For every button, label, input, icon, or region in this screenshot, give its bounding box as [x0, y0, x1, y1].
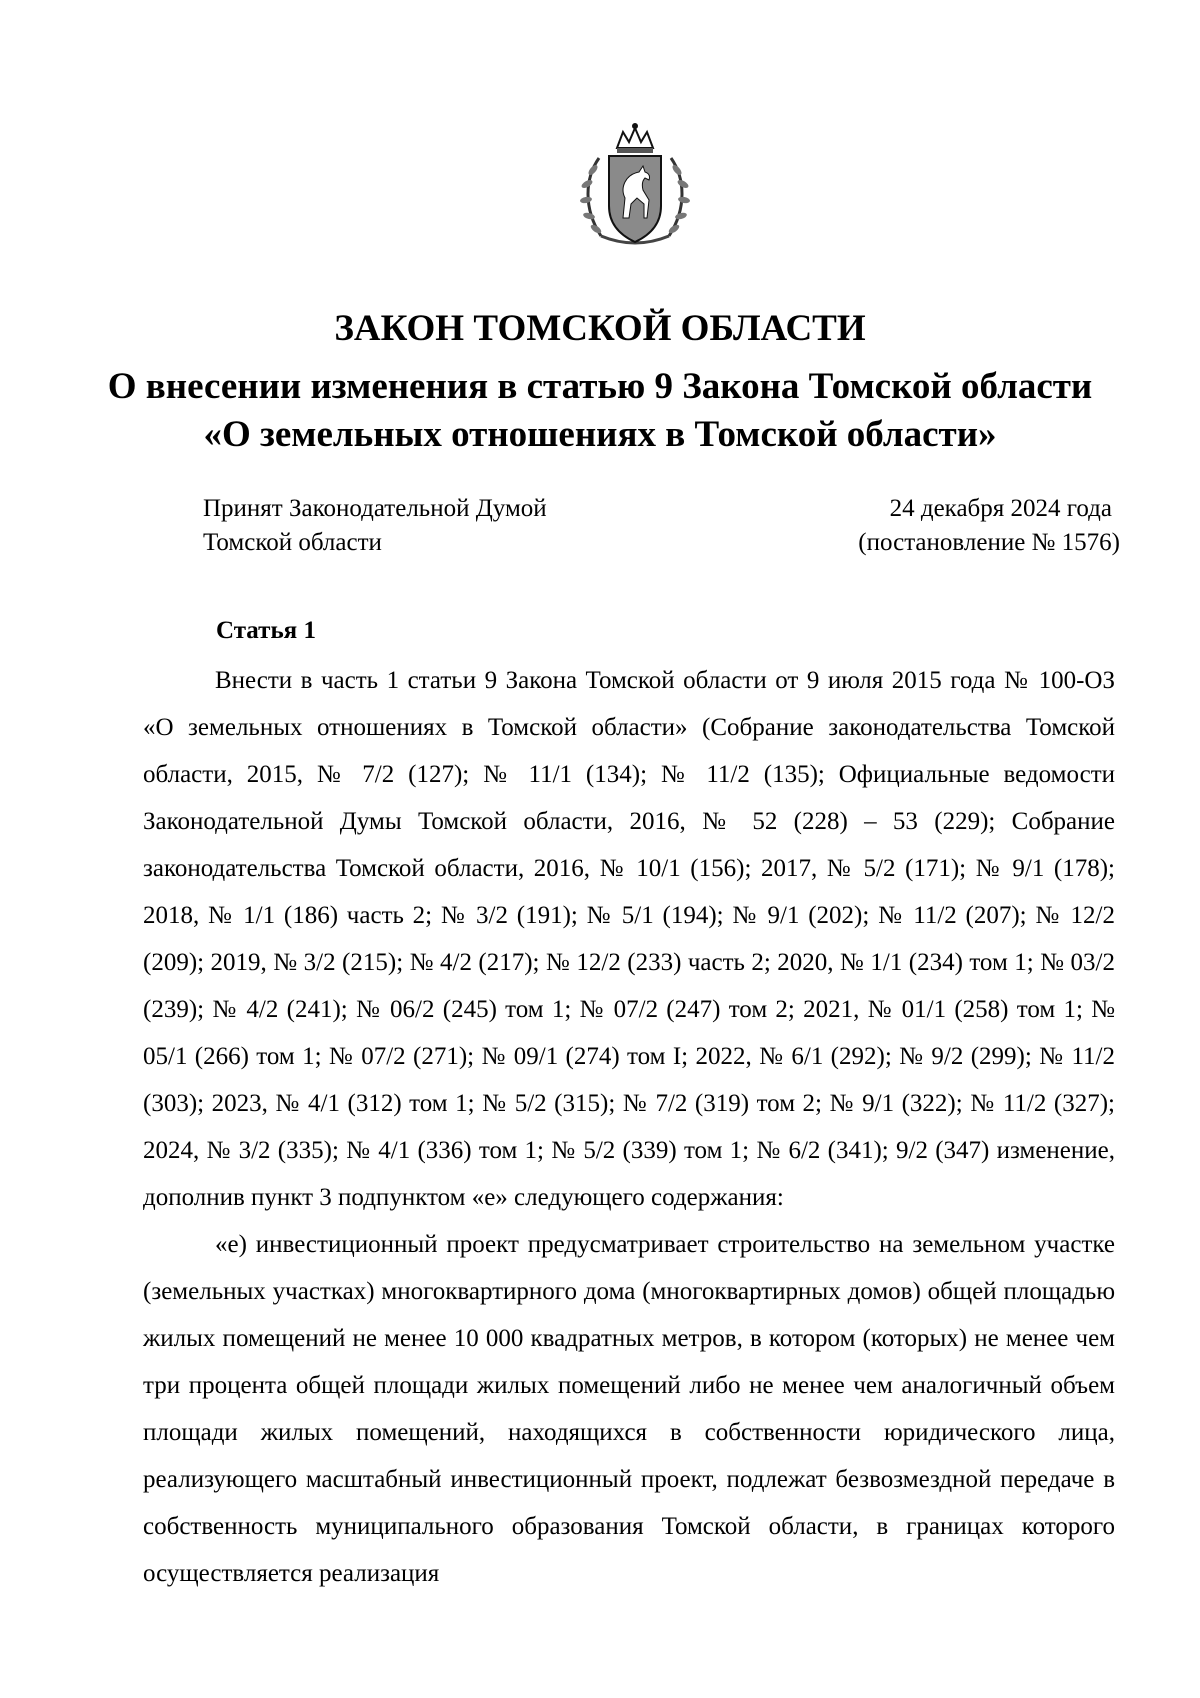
- article-body: [143, 657, 1115, 1597]
- adoption-date: 24 декабря 2024 года: [889, 495, 1112, 522]
- law-subtitle-line2: «О земельных отношениях в Томской области»: [203, 414, 997, 455]
- adopted-by-line1: Принят Законодательной Думой: [203, 495, 547, 522]
- adopted-by-block: [203, 492, 547, 560]
- resolution-number: (постановление № 1576): [858, 529, 1120, 556]
- adoption-date-block: [858, 492, 1120, 560]
- tomsk-oblast-coat-of-arms-icon: [565, 118, 705, 258]
- adopted-by-line2: Томской области: [203, 529, 382, 556]
- article-paragraph: «е) инвестиционный проект предусматривает строительство на земельном участке (земельных участках) многоквартирного дома (многоквартирных домов) общей площадью жилых помещений не менее 10 000 квадратных метров, в котором (которых) не менее чем три процента общей площади жилых помещений либо не менее чем аналогичный объем площади жилых помещений, находящихся в собственности юридического лица, реализующего масштабный инвестиционный проект, подлежат безвозмездной передаче в собственность муниципального образования Томской области, в границах которого осуществляется реализация: [143, 1231, 1115, 1587]
- article-heading: Статья 1: [216, 617, 316, 644]
- law-subtitle-line1: О внесении изменения в статью 9 Закона Томской области: [107, 366, 1093, 407]
- law-title: ЗАКОН ТОМСКОЙ ОБЛАСТИ: [334, 308, 866, 349]
- article-paragraph: Внести в часть 1 статьи 9 Закона Томской области от 9 июля 2015 года № 100-ОЗ «О земельных отношениях в Томской области» (Собрание законодательства Томской области, 2015, № 7/2 (127); № 11/1 (134); № 11/2 (135); Официальные ведомости Законодательной Думы Томской области, 2016, № 52 (228) – 53 (229); Собрание законодательства Томской области, 2016, № 10/1 (156); 2017, № 5/2 (171); № 9/1 (178); 2018, № 1/1 (186) часть 2; № 3/2 (191); № 5/1 (194); № 9/1 (202); № 11/2 (207); № 12/2 (209); 2019, № 3/2 (215); № 4/2 (217); № 12/2 (233) часть 2; 2020, № 1/1 (234) том 1; № 03/2 (239); № 4/2 (241); № 06/2 (245) том 1; № 07/2 (247) том 2; 2021, № 01/1 (258) том 1; № 05/1 (266) том 1; № 07/2 (271); № 09/1 (274) том I; 2022, № 6/1 (292); № 9/2 (299); № 11/2 (303); 2023, № 4/1 (312) том 1; № 5/2 (315); № 7/2 (319) том 2; № 9/1 (322); № 11/2 (327); 2024, № 3/2 (335); № 4/1 (336) том 1; № 5/2 (339) том 1; № 6/2 (341); 9/2 (347) изменение, дополнив пункт 3 подпунктом «е» следующего содержания:: [143, 667, 1115, 1211]
